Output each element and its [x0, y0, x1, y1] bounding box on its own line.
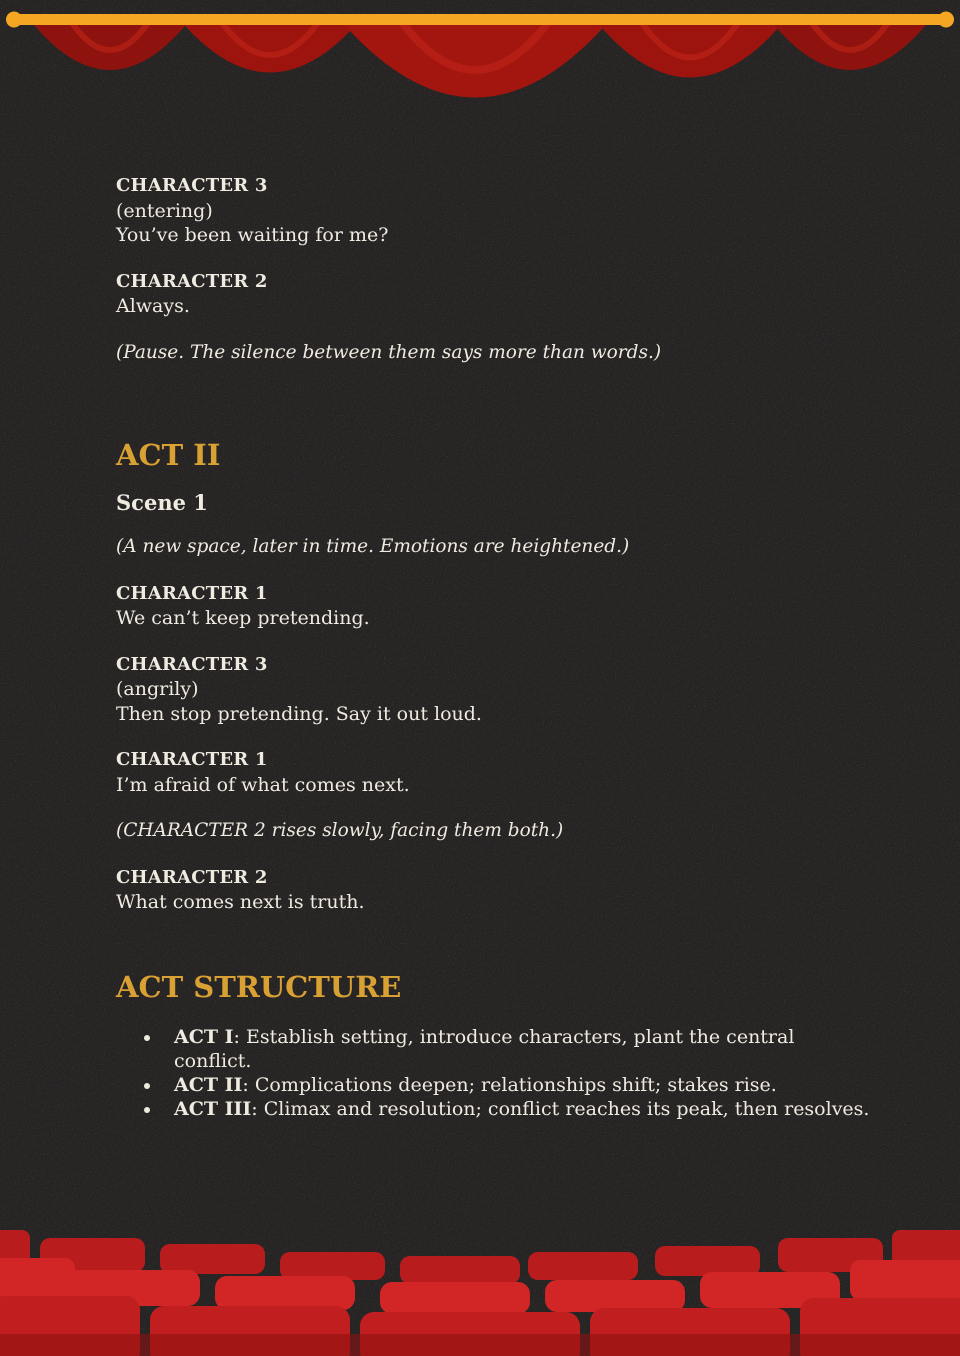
character-name: CHARACTER 2	[116, 866, 268, 888]
dialogue-block	[116, 270, 876, 319]
stage-direction: (A new space, later in time. Emotions are heightened.)	[116, 536, 630, 557]
curtain-rod	[12, 14, 948, 25]
parenthetical: (angrily)	[116, 678, 199, 700]
dialogue-line: You’ve been waiting for me?	[116, 224, 389, 246]
list-item	[144, 1025, 876, 1073]
act-description: : Climax and resolution; conflict reaches its peak, then resolves.	[251, 1097, 870, 1120]
act-description: : Establish setting, introduce characters, plant the central conflict.	[174, 1025, 795, 1072]
dialogue-block	[116, 582, 876, 631]
act-structure-list	[144, 1025, 876, 1121]
act-description: : Complications deepen; relationships shift; stakes rise.	[242, 1073, 777, 1096]
dialogue-block	[116, 653, 876, 727]
dialogue-block	[116, 174, 876, 248]
dialogue-block	[116, 748, 876, 797]
act-label: ACT III	[174, 1097, 252, 1120]
stage-curtain	[0, 0, 960, 170]
character-name: CHARACTER 1	[116, 749, 268, 770]
script-content	[116, 174, 876, 1121]
stage-direction: (CHARACTER 2 rises slowly, facing them both.)	[116, 820, 564, 841]
dialogue-line: Always.	[116, 295, 190, 317]
dialogue-line: What comes next is truth.	[116, 891, 365, 913]
act-label: ACT II	[174, 1073, 243, 1096]
parenthetical: (entering)	[116, 199, 213, 222]
character-name: CHARACTER 2	[116, 270, 268, 292]
character-name: CHARACTER 3	[116, 653, 268, 675]
scene-heading: Scene 1	[116, 490, 208, 515]
dialogue-line: Then stop pretending. Say it out loud.	[116, 702, 482, 725]
character-name: CHARACTER 1	[116, 582, 268, 604]
structure-heading: ACT STRUCTURE	[116, 969, 402, 1004]
stage-direction: (Pause. The silence between them says more than words.)	[116, 341, 662, 363]
list-item	[144, 1073, 876, 1097]
act-heading: ACT II	[116, 438, 221, 472]
dialogue-line: We can’t keep pretending.	[116, 607, 370, 629]
list-item	[144, 1097, 876, 1121]
dialogue-line: I’m afraid of what comes next.	[116, 773, 410, 796]
character-name: CHARACTER 3	[116, 175, 268, 196]
theater-seats	[0, 1224, 960, 1356]
act-label: ACT I	[174, 1025, 234, 1048]
dialogue-block	[116, 866, 876, 915]
